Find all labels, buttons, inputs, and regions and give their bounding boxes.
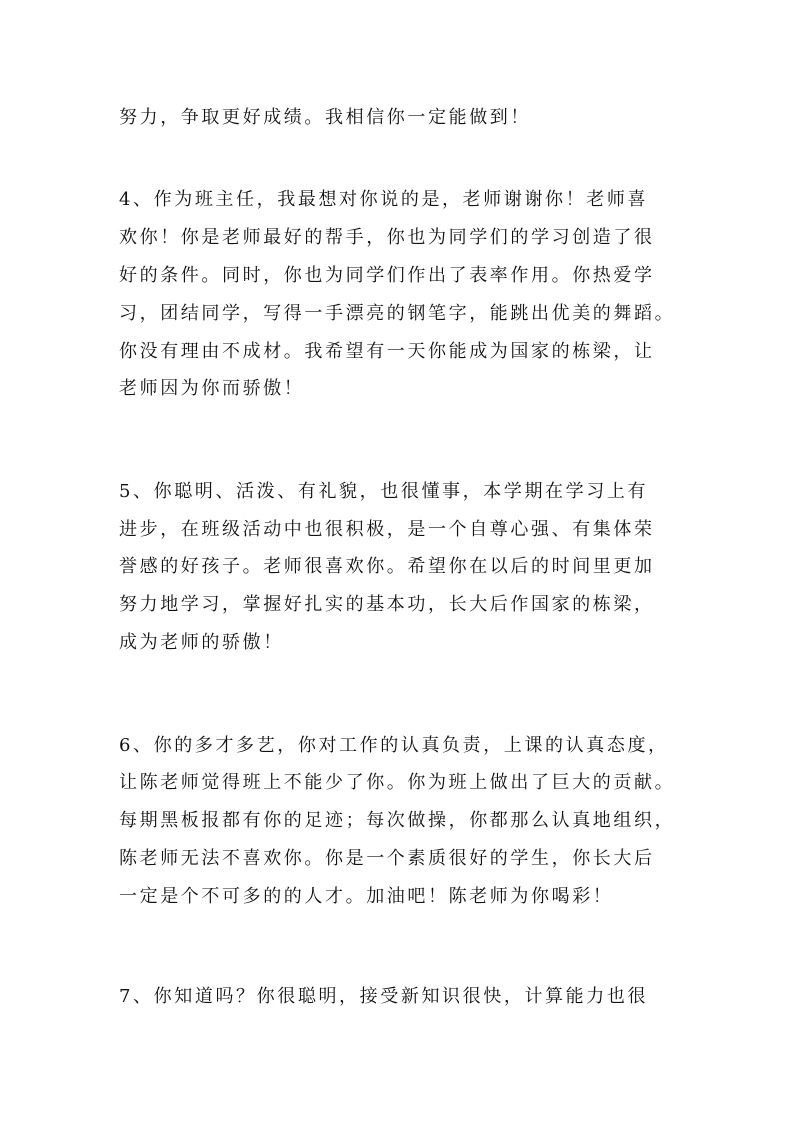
paragraph-5-line-1: 5、你聪明、活泼、有礼貌，也很懂事，本学期在学习上有	[119, 481, 649, 502]
paragraph-7-line-1: 7、你知道吗？你很聪明，接受新知识很快，计算能力也很	[119, 986, 649, 1007]
paragraph-5-line-3: 誉感的好孩子。老师很喜欢你。希望你在以后的时间里更加	[119, 556, 655, 577]
paragraph-6-line-3: 每期黑板报都有你的足迹；每次做操，你都那么认真地组织，	[119, 810, 676, 831]
paragraph-5-line-5: 成为老师的骄傲！	[119, 632, 284, 653]
paragraph-5-line-2: 进步，在班级活动中也很积极，是一个自尊心强、有集体荣	[119, 519, 655, 540]
paragraph-4-line-1: 4、作为班主任，我最想对你说的是，老师谢谢你！老师喜	[119, 189, 649, 210]
paragraph-6-line-4: 陈老师无法不喜欢你。你是一个素质很好的学生，你长大后	[119, 848, 655, 869]
paragraph-4-line-3: 好的条件。同时，你也为同学们作出了表率作用。你热爱学	[119, 265, 655, 286]
paragraph-6-line-1: 6、你的多才多艺，你对工作的认真负责，上课的认真态度，	[119, 735, 669, 756]
paragraph-5-line-4: 努力地学习，掌握好扎实的基本功，长大后作国家的栋梁，	[119, 594, 655, 615]
paragraph-3-line-1: 努力，争取更好成绩。我相信你一定能做到！	[119, 107, 531, 128]
paragraph-4-line-5: 你没有理由不成材。我希望有一天你能成为国家的栋梁，让	[119, 341, 655, 362]
paragraph-4-line-4: 习，团结同学，写得一手漂亮的钢笔字，能跳出优美的舞蹈。	[119, 303, 676, 324]
paragraph-6-line-5: 一定是个不可多的的人才。加油吧！陈老师为你喝彩！	[119, 886, 614, 907]
paragraph-4-line-2: 欢你！你是老师最好的帮手，你也为同学们的学习创造了很	[119, 227, 655, 248]
paragraph-4-line-6: 老师因为你而骄傲！	[119, 378, 305, 399]
paragraph-6-line-2: 让陈老师觉得班上不能少了你。你为班上做出了巨大的贡献。	[119, 772, 676, 793]
